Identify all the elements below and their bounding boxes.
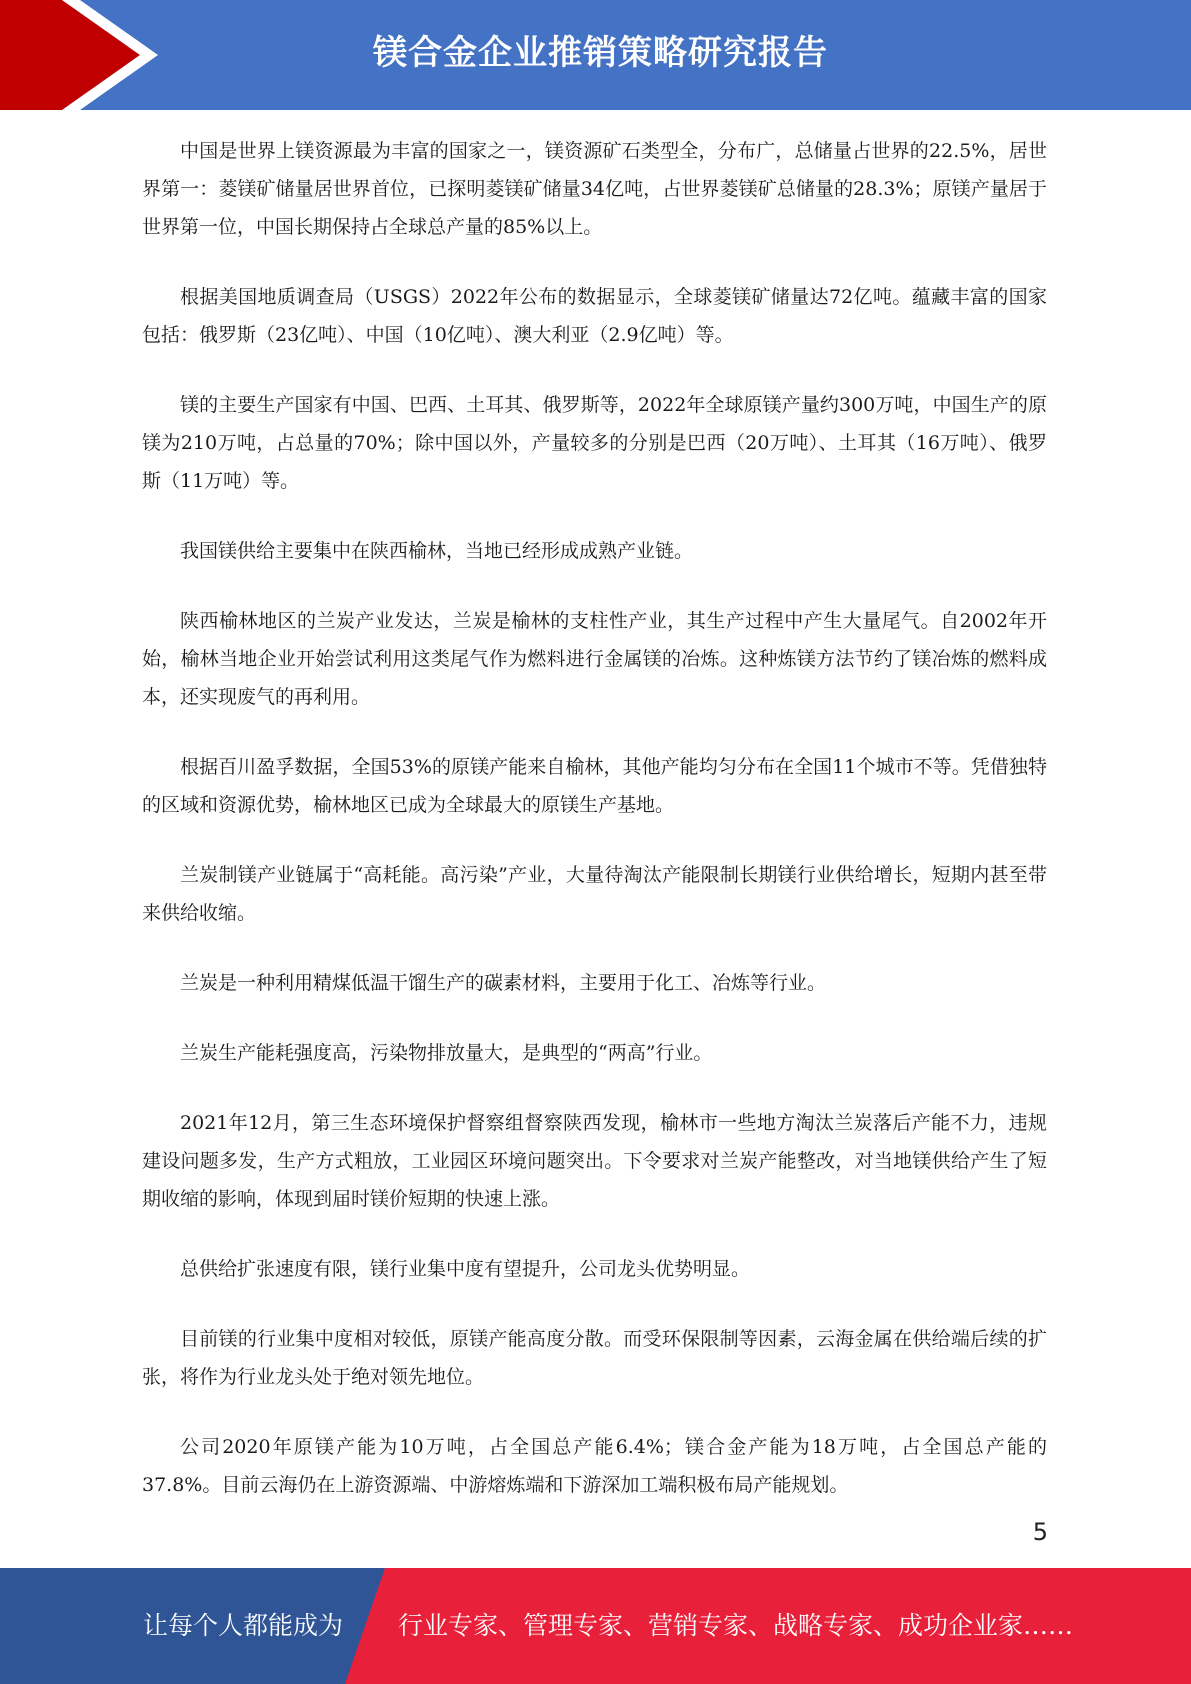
paragraph: 镁的主要生产国家有中国、巴西、土耳其、俄罗斯等，2022年全球原镁产量约300万吨，中国生产的原镁为210万吨，占总量的70%；除中国以外，产量较多的分别是巴西（20万吨）、土耳其（16万吨）、俄罗斯（11万吨）等。 xyxy=(142,394,1047,492)
paragraph: 总供给扩张速度有限，镁行业集中度有望提升，公司龙头优势明显。 xyxy=(180,1258,751,1280)
paragraph: 兰炭是一种利用精煤低温干馏生产的碳素材料，主要用于化工、冶炼等行业。 xyxy=(180,972,827,994)
paragraph: 我国镁供给主要集中在陕西榆林，当地已经形成成熟产业链。 xyxy=(180,540,694,562)
paragraph: 目前镁的行业集中度相对较低，原镁产能高度分散。而受环保限制等因素，云海金属在供给端后续的扩张，将作为行业龙头处于绝对领先地位。 xyxy=(142,1328,1047,1388)
paragraph: 根据美国地质调查局（USGS）2022年公布的数据显示，全球菱镁矿储量达72亿吨。蕴藏丰富的国家包括：俄罗斯（23亿吨）、中国（10亿吨）、澳大利亚（2.9亿吨）等。 xyxy=(142,286,1047,346)
page-number: 5 xyxy=(1032,1518,1048,1546)
paragraph: 兰炭生产能耗强度高，污染物排放量大，是典型的“两高”行业。 xyxy=(180,1042,713,1064)
page-header xyxy=(0,0,1191,110)
report-title: 镁合金企业推销策略研究报告 xyxy=(373,33,828,73)
paragraph: 中国是世界上镁资源最为丰富的国家之一，镁资源矿石类型全，分布广，总储量占世界的22.5%，居世界第一：菱镁矿储量居世界首位，已探明菱镁矿储量34亿吨，占世界菱镁矿总储量的28.3%；原镁产量居于世界第一位，中国长期保持占全球总产量的85%以上。 xyxy=(142,140,1047,238)
page-footer xyxy=(0,1568,1191,1684)
footer-slogan-right: 行业专家、管理专家、营销专家、战略专家、成功企业家…… xyxy=(398,1611,1074,1640)
paragraph: 兰炭制镁产业链属于“高耗能。高污染”产业，大量待淘汰产能限制长期镁行业供给增长，短期内甚至带来供给收缩。 xyxy=(142,864,1047,924)
footer-slogan-left: 让每个人都能成为 xyxy=(143,1611,344,1640)
paragraph: 根据百川盈孚数据，全国53%的原镁产能来自榆林，其他产能均匀分布在全国11个城市不等。凭借独特的区域和资源优势，榆林地区已成为全球最大的原镁生产基地。 xyxy=(142,756,1047,816)
paragraph: 公司2020年原镁产能为10万吨，占全国总产能6.4%；镁合金产能为18万吨，占全国总产能的37.8%。目前云海仍在上游资源端、中游熔炼端和下游深加工端积极布局产能规划。 xyxy=(142,1436,1047,1496)
report-body xyxy=(142,132,1047,1536)
paragraph: 2021年12月，第三生态环境保护督察组督察陕西发现，榆林市一些地方淘汰兰炭落后产能不力，违规建设问题多发，生产方式粗放，工业园区环境问题突出。下令要求对兰炭产能整改，对当地镁供给产生了短期收缩的影响，体现到届时镁价短期的快速上涨。 xyxy=(142,1112,1047,1210)
paragraph: 陕西榆林地区的兰炭产业发达，兰炭是榆林的支柱性产业，其生产过程中产生大量尾气。自2002年开始，榆林当地企业开始尝试利用这类尾气作为燃料进行金属镁的冶炼。这种炼镁方法节约了镁冶炼的燃料成本，还实现废气的再利用。 xyxy=(142,610,1047,708)
